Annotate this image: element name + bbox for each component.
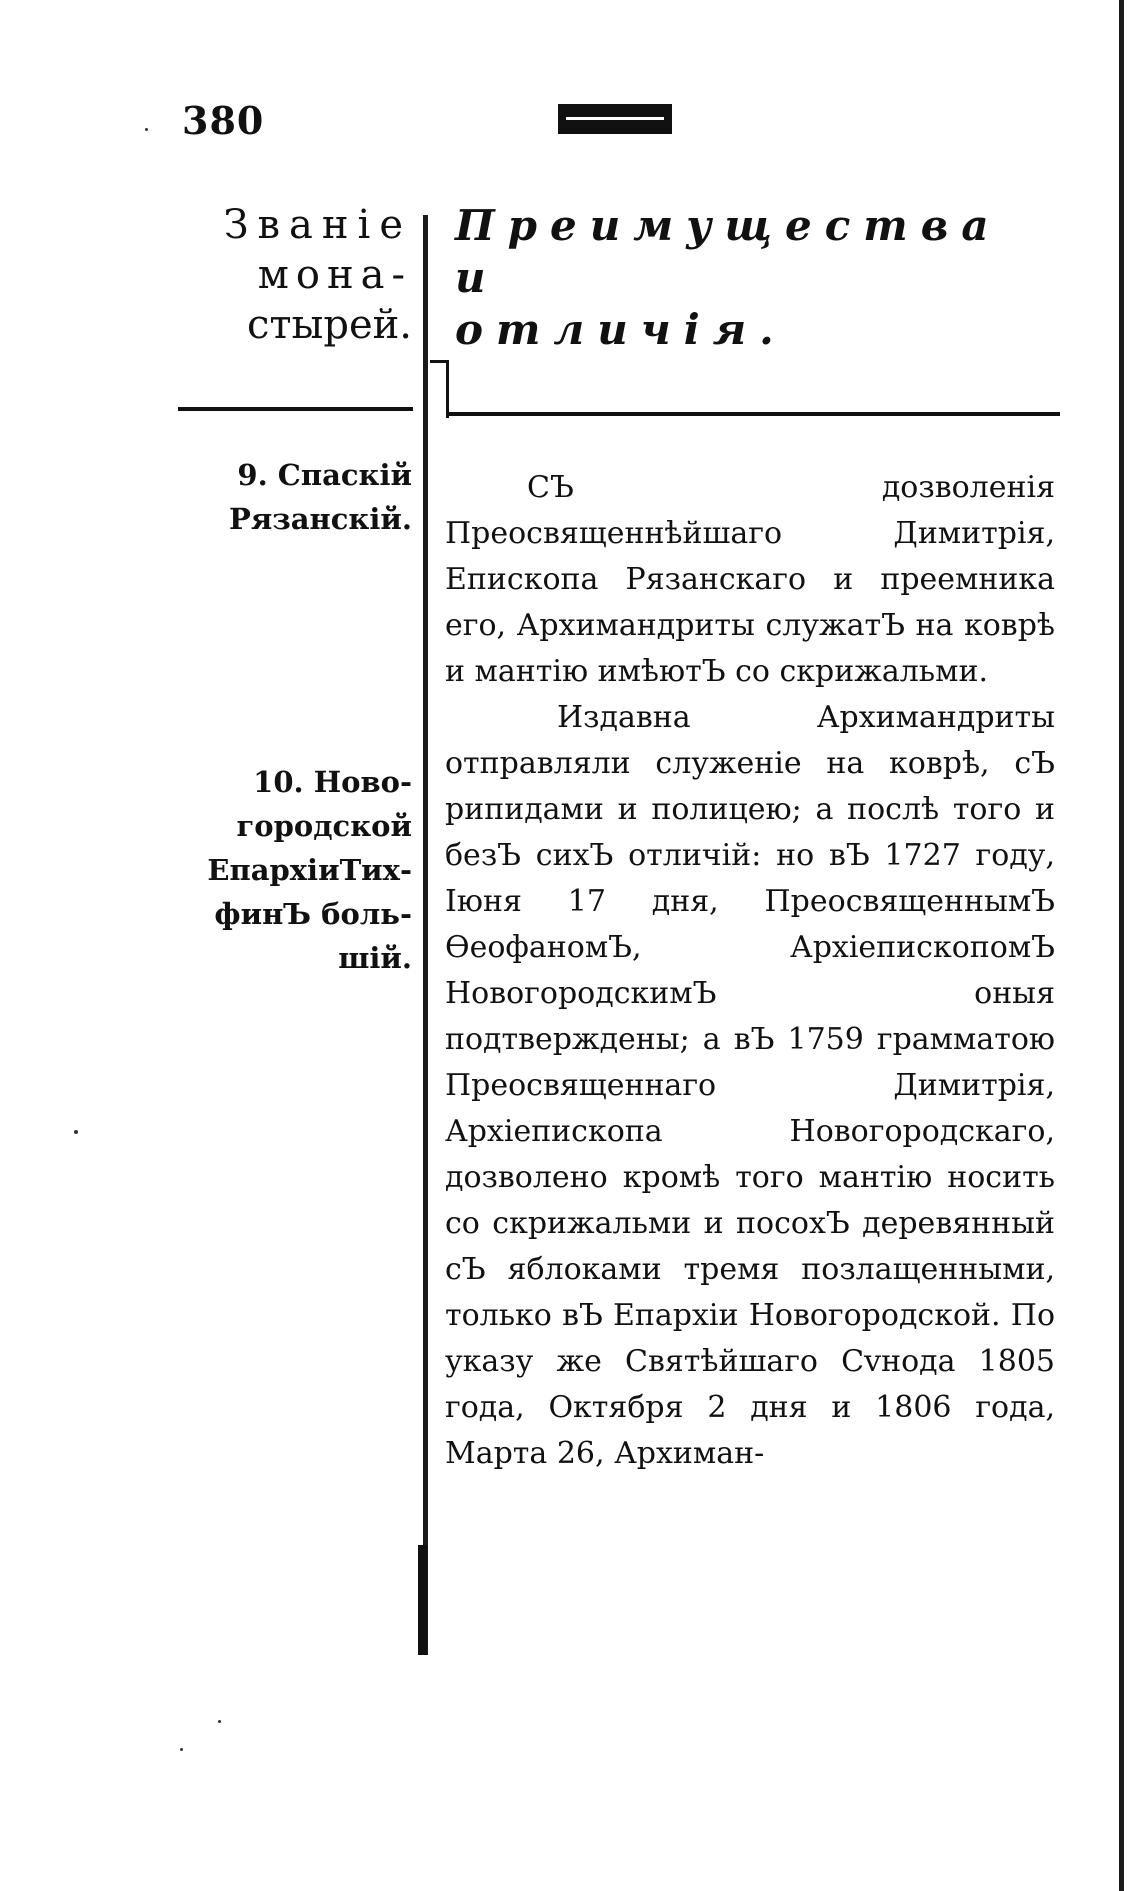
column-divider — [423, 215, 428, 1655]
column-divider-thick-segment — [418, 1545, 427, 1655]
monastery-name-line: финЪ боль- — [214, 897, 412, 931]
left-column-heading — [180, 200, 412, 350]
print-speck — [74, 1130, 78, 1134]
monastery-name-line: 10. Ново- — [253, 765, 412, 799]
left-heading-rule — [178, 407, 413, 411]
paragraph-1: СЪ дозволенія Преосвященнѣйшаго Димитрія, Епископа Рязанскаго и преемника его, Архимандриты служатЪ на коврѣ и мантію имѣютЪ со скрижальми. — [445, 470, 1055, 689]
right-heading-line-2: отличія. — [455, 305, 787, 354]
header-ornament — [558, 104, 672, 134]
monastery-entry-9 — [176, 453, 412, 541]
print-speck — [218, 1720, 221, 1723]
page-edge-rule — [1119, 0, 1124, 1891]
print-speck — [180, 1748, 183, 1751]
right-heading-line-1: Преимущества и — [455, 201, 1002, 302]
left-heading-line-2: монa- — [257, 252, 412, 298]
monastery-entry-10 — [176, 760, 412, 980]
divider-hook-mark — [430, 360, 449, 418]
monastery-name-line: городской — [236, 809, 412, 843]
monastery-name-line: ЕпархіиТих- — [207, 853, 412, 887]
monastery-name-line: 9. Спаскій — [237, 458, 412, 492]
monastery-name-line: Рязанскій. — [229, 502, 412, 536]
body-text — [445, 465, 1055, 1477]
paragraph-2: Издавна Архимандриты отправляли служеніе на коврѣ, сЪ рипидами и полицею; а послѣ того и безЪ сихЪ отличій: но вЪ 1727 году, Іюня 17 дня, ПреосвященнымЪ ѲеофаномЪ, АрхіепископомЪ НовогородскимЪ оныя подтверждены; а вЪ 1759 грамматою Преосвященнаго Димитрія, Архіепископа Новогородскаго, дозволено кромѣ того мантію носить со скрижальми и посохЪ деревянный сЪ яблоками тремя позлащенными, только вЪ Епархіи Новогородской. По указу же Святѣйшаго Сvнода 1805 года, Октября 2 дня и 1806 года, Марта 26, Архиман- — [445, 700, 1055, 1471]
page-number: 380 — [182, 98, 265, 143]
left-heading-line-1: Званіе — [223, 202, 412, 248]
print-speck — [145, 128, 148, 131]
right-heading-rule — [448, 412, 1060, 416]
right-column-heading — [455, 200, 1060, 356]
monastery-name-line: шій. — [338, 941, 412, 975]
left-heading-line-3: стырей. — [246, 302, 412, 348]
